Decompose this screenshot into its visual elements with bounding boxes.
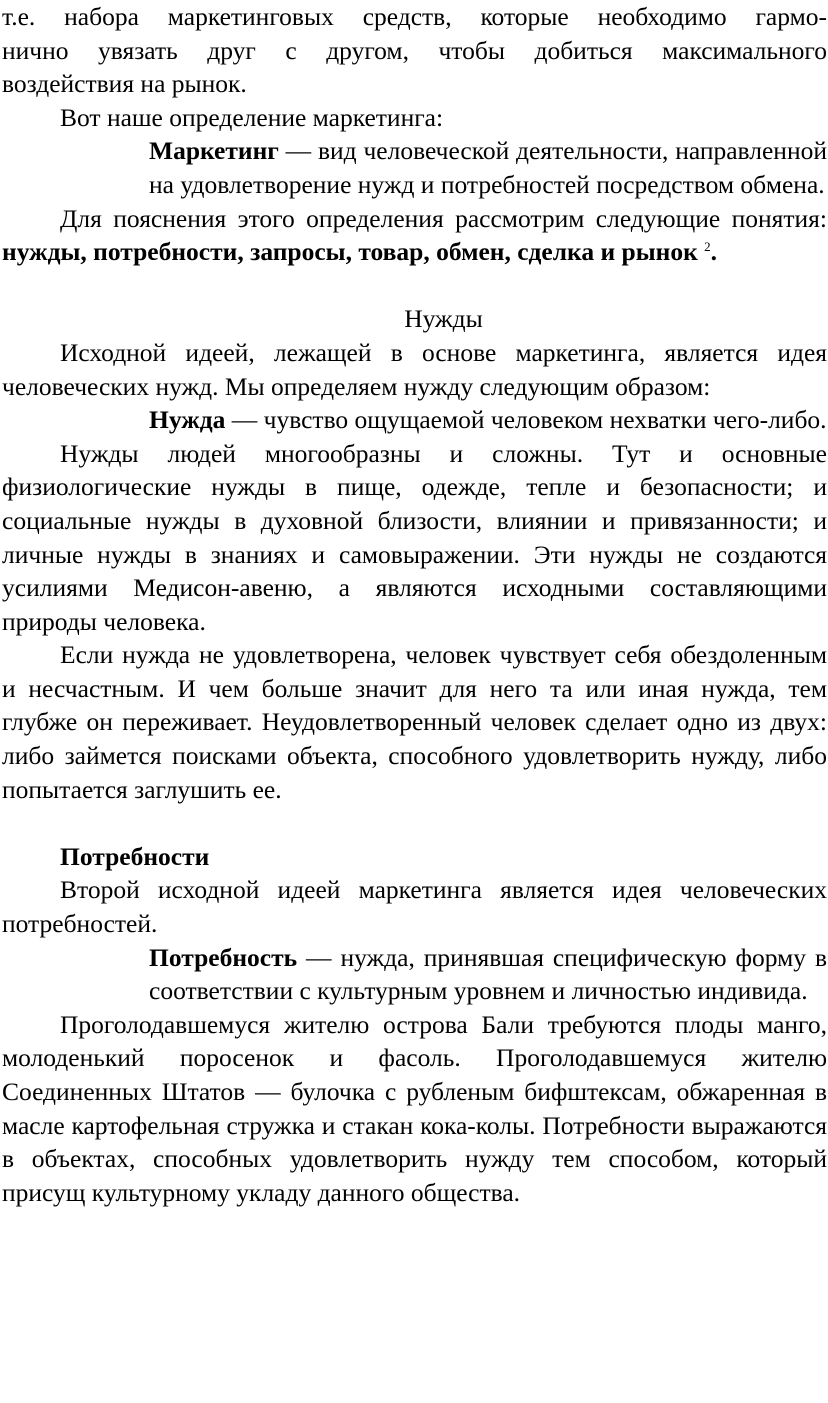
marketing-term: Маркетинг bbox=[149, 136, 279, 166]
section-heading-needs: Нужды bbox=[404, 304, 483, 334]
wants-paragraph-1: Второй исходной идеей маркетинга является идея человеческих потребностей. bbox=[2, 875, 827, 939]
needs-paragraph-3: Если нужда не удовлетворена, человек чувствует себя обездоленным и несчастным. И чем больше значит для него та или иная нужда, тем глубже он переживает. Неудовлетворенный человек сделает одно из двух: либо займется поисками объекта, способного удовлетворить нужду, либо попытается заглушить ее. bbox=[2, 640, 827, 804]
spacer bbox=[2, 806, 827, 840]
want-definition bbox=[149, 941, 827, 1008]
intro-line-2: нично увязать друг с другом, чтобы добиться максимального bbox=[2, 35, 827, 65]
need-term: Нужда bbox=[149, 405, 226, 435]
document-page bbox=[2, 0, 827, 1209]
concepts-list: нужды, потребности, запросы, товар, обмен, сделка и рынок bbox=[2, 237, 698, 267]
marketing-definition-text: — вид человеческой деятельности, направленной на удовлетворение нужд и потребностей посредством обмена. bbox=[149, 136, 827, 199]
want-term: Потребность bbox=[149, 942, 298, 972]
spacer bbox=[2, 269, 827, 303]
intro-line-3: воздействия на рынок. bbox=[2, 69, 247, 99]
wants-paragraph-2: Проголодавшемуся жителю острова Бали требуются плоды манго, молоденький поросенок и фасоль. Проголодавшемуся жителю Соединенных Штатов — булочка с рубленым бифштексам, обжаренная в масле картофельная стружка и стакан кока-колы. Потребности выражаются в объектах, способных удовлетворить нужду тем способом, который присущ культурному укладу данного общества. bbox=[2, 1009, 827, 1207]
concepts-paragraph bbox=[2, 202, 827, 269]
want-definition-text: — нужда, принявшая специфическую форму в соответствии с культурным уровнем и личностью индивида. bbox=[149, 942, 827, 1006]
needs-paragraph-2: Нужды людей многообразны и сложны. Тут и основные физиологические нужды в пище, одежде, тепле и безопасности; и социальные нужды в духовной близости, влиянии и привязанности; и личные нужды в знаниях и самовыражении. Эти нужды не создаются усилиями Медисон-авеню, а являются исходными составляющими природы человека. bbox=[2, 438, 827, 636]
intro-line-1: т.е. набора маркетинговых средств, которые необходимо гармо- bbox=[2, 2, 827, 31]
marketing-definition bbox=[149, 134, 827, 201]
need-definition bbox=[149, 403, 827, 437]
concepts-lead: Для пояснения этого определения рассмотрим следующие понятия: bbox=[60, 203, 827, 233]
definition-intro: Вот наше определение маркетинга: bbox=[60, 102, 444, 132]
footnote-marker: 2 bbox=[704, 239, 711, 255]
need-definition-text: — чувство ощущаемой человеком нехватки чего-либо. bbox=[225, 405, 827, 435]
section-heading-wants: Потребности bbox=[60, 841, 210, 871]
needs-paragraph-1: Исходной идеей, лежащей в основе маркетинга, является идея человеческих нужд. Мы определяем нужду следующим образом: bbox=[2, 337, 827, 401]
intro-paragraph bbox=[2, 0, 827, 101]
concepts-tail: . bbox=[710, 237, 718, 267]
